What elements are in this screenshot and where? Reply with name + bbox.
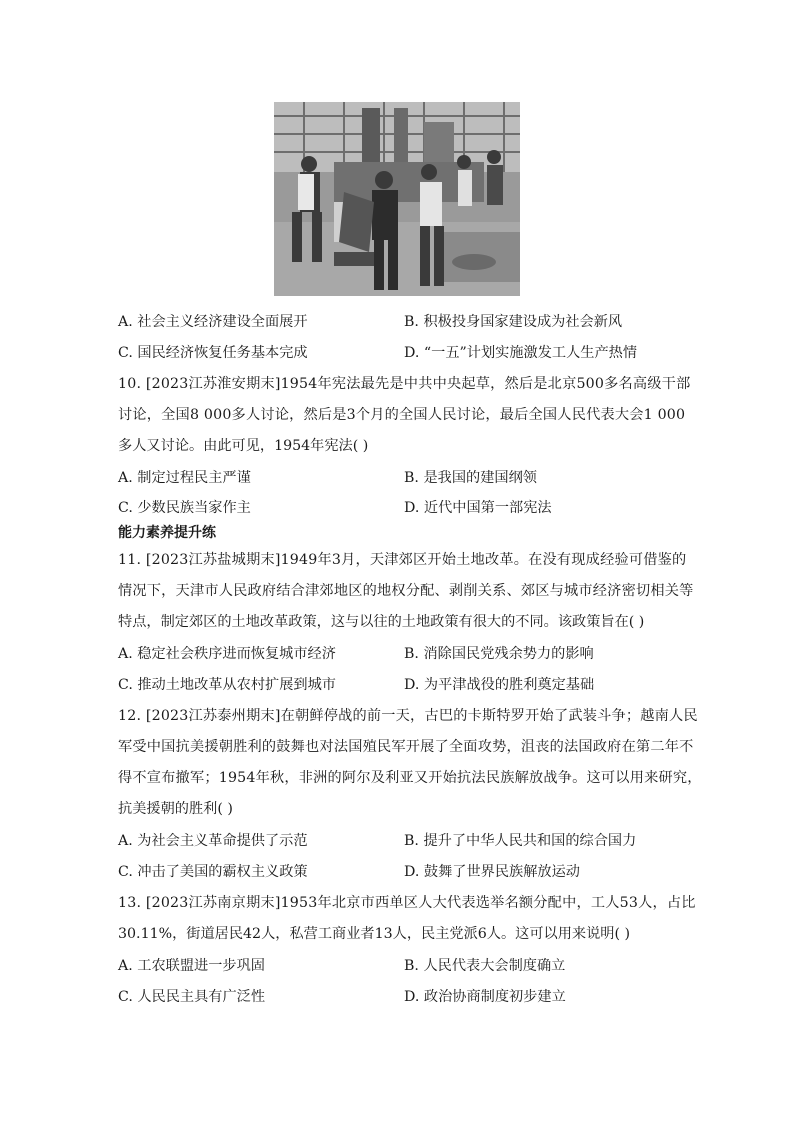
q10-option-d: D. 近代中国第一部宪法 [404, 500, 552, 516]
factory-workers-illustration [274, 102, 520, 296]
q13-option-a: A. 工农联盟进一步巩固 [118, 958, 265, 974]
q12-option-c: C. 冲击了美国的霸权主义政策 [118, 864, 308, 880]
q12-stem-line-4: 抗美援朝的胜利( ) [118, 801, 233, 817]
q11-option-b: B. 消除国民党残余势力的影响 [404, 646, 594, 662]
q9-option-c: C. 国民经济恢复任务基本完成 [118, 345, 308, 361]
q11-option-c: C. 推动土地改革从农村扩展到城市 [118, 677, 336, 693]
q10-stem-line-2: 讨论，全国8 000多人讨论，然后是3个月的全国人民讨论，最后全国人民代表大会1 000 [118, 407, 686, 423]
q13-stem-line-1: 13. [2023江苏南京期末]1953年北京市西单区人大代表选举名额分配中，工人53人，占比 [118, 895, 696, 911]
q12-stem-line-3: 得不宣布撤军；1954年秋，非洲的阿尔及利亚又开始抗法民族解放战争。这可以用来研究， [118, 770, 702, 786]
q9-option-d: D. “一五”计划实施激发工人生产热情 [404, 345, 638, 361]
q12-stem-line-2: 军受中国抗美援朝胜利的鼓舞也对法国殖民军开展了全面攻势，沮丧的法国政府在第二年不 [118, 739, 694, 755]
q10-option-b: B. 是我国的建国纲领 [404, 470, 537, 486]
q12-option-b: B. 提升了中华人民共和国的综合国力 [404, 833, 637, 849]
q11-option-a: A. 稳定社会秩序进而恢复城市经济 [118, 646, 336, 662]
q13-option-d: D. 政治协商制度初步建立 [404, 989, 566, 1005]
q12-stem-line-1: 12. [2023江苏泰州期末]在朝鲜停战的前一天，古巴的卡斯特罗开始了武装斗争；越南人民 [118, 708, 698, 724]
q12-option-d: D. 鼓舞了世界民族解放运动 [404, 864, 580, 880]
q11-stem-line-2: 情况下，天津市人民政府结合津郊地区的地权分配、剥削关系、郊区与城市经济密切相关等 [118, 583, 694, 599]
q13-option-c: C. 人民民主具有广泛性 [118, 989, 266, 1005]
q13-option-b: B. 人民代表大会制度确立 [404, 958, 566, 974]
q9-option-b: B. 积极投身国家建设成为社会新风 [404, 314, 623, 330]
section-title: 能力素养提升练 [118, 525, 216, 541]
q11-option-d: D. 为平津战役的胜利奠定基础 [404, 677, 595, 693]
q9-option-a: A. 社会主义经济建设全面展开 [118, 314, 308, 330]
q12-option-a: A. 为社会主义革命提供了示范 [118, 833, 308, 849]
q10-stem-line-1: 10. [2023江苏淮安期末]1954年宪法最先是中共中央起草，然后是北京500多名高级干部 [118, 376, 691, 392]
q10-option-a: A. 制定过程民主严谨 [118, 470, 251, 486]
q13-stem-line-2: 30.11%，街道居民42人，私营工商业者13人，民主党派6人。这可以用来说明( ) [118, 926, 631, 942]
q11-stem-line-1: 11. [2023江苏盐城期末]1949年3月，天津郊区开始土地改革。在没有现成经验可借鉴的 [118, 552, 687, 568]
q11-stem-line-3: 特点，制定郊区的土地改革政策，这与以往的土地政策有很大的不同。该政策旨在( ) [118, 614, 645, 630]
q10-stem-line-3: 多人又讨论。由此可见，1954年宪法( ) [118, 438, 369, 454]
q10-option-c: C. 少数民族当家作主 [118, 500, 251, 516]
